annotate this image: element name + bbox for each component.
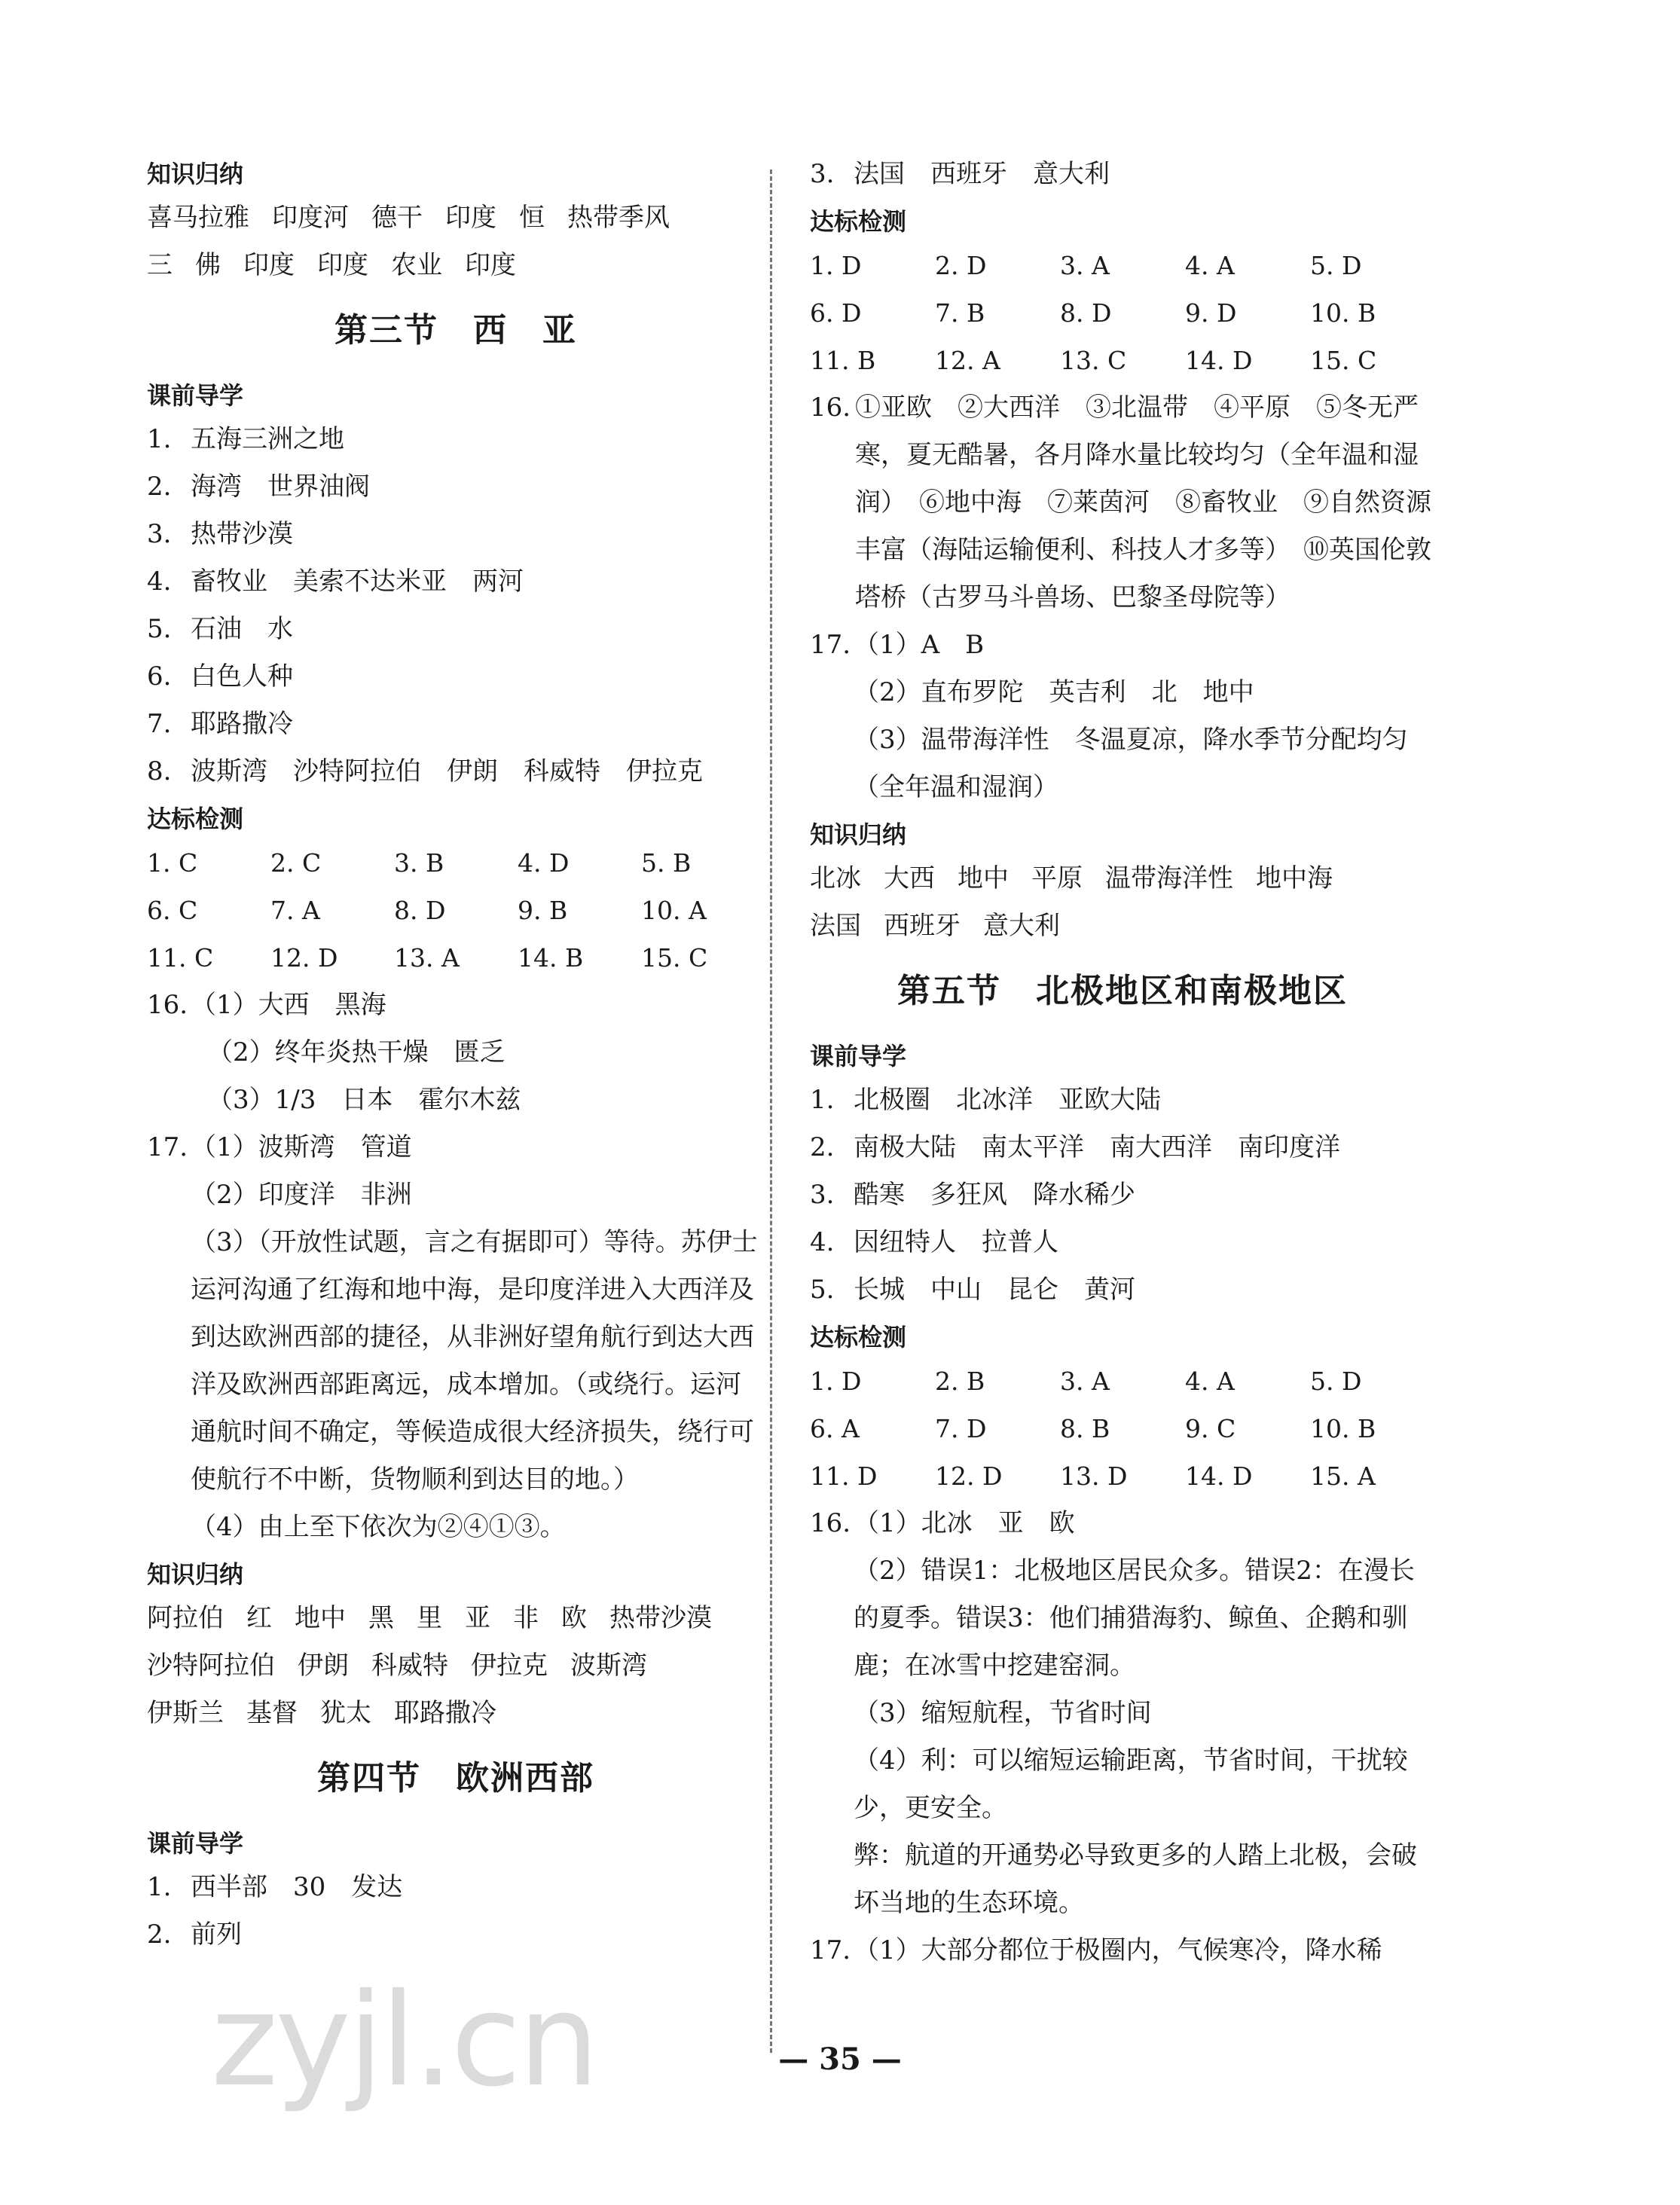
item-text: （2）直布罗陀 英吉利 北 地中 <box>854 677 1254 707</box>
question-17 <box>810 1927 1435 1974</box>
item-text: 白色人种 <box>191 661 293 692</box>
knowledge-term: 印度 <box>445 203 496 233</box>
answer-item: 11. D <box>810 1461 878 1491</box>
section-title: 第五节 北极地区和南极地区 <box>897 972 1348 1010</box>
item-text: 波斯湾 沙特阿拉伯 伊朗 科威特 伊拉克 <box>191 756 703 786</box>
question-16 <box>810 1500 1435 1927</box>
item-text: （2）错误1：北极地区居民众多。错误2：在漫长的夏季。错误3：他们捕猎海豹、鲸鱼、企鹅和驯鹿；在冰雪中挖建窑洞。 <box>854 1556 1415 1681</box>
list-item <box>147 1077 765 1124</box>
list-item <box>147 982 765 1029</box>
knowledge-term: 伊朗 <box>298 1651 349 1681</box>
knowledge-term: 基督 <box>246 1698 298 1728</box>
item-text: 畜牧业 美索不达米亚 两河 <box>191 567 524 597</box>
list-item <box>810 1124 1435 1171</box>
item-number: 17. <box>810 1935 851 1965</box>
knowledge-term: 温带海洋性 <box>1105 863 1233 893</box>
answer-item: 3. A <box>1060 251 1110 280</box>
answer-item: 14. D <box>1185 346 1253 375</box>
list-item <box>147 1124 765 1171</box>
list-item <box>147 416 765 463</box>
answer-item: 13. C <box>1060 346 1127 375</box>
item-text: （4）利：可以缩短运输距离，节省时间，干扰较少，更安全。 <box>854 1745 1408 1823</box>
knowledge-line <box>147 1690 765 1737</box>
item-text: （2）印度洋 非洲 <box>191 1180 412 1210</box>
list-item <box>147 1504 765 1551</box>
item-number: 17. <box>810 630 851 660</box>
list-item <box>810 1690 1435 1737</box>
list-item <box>147 558 765 606</box>
answer-item: 4. A <box>1185 251 1235 280</box>
knowledge-term: 印度 <box>465 250 516 280</box>
knowledge-term: 地中 <box>295 1603 346 1633</box>
knowledge-term: 意大利 <box>983 911 1060 941</box>
answer-item: 15. C <box>1310 346 1377 375</box>
answer-item: 11. B <box>810 346 876 375</box>
watermark-logo: zyjl.cn <box>211 1966 597 2115</box>
knowledge-term: 犹太 <box>320 1698 371 1728</box>
answer-item: 13. A <box>394 943 460 973</box>
right-column <box>810 151 1435 1974</box>
list-item <box>810 1500 1435 1547</box>
item-text: （1）波斯湾 管道 <box>191 1132 412 1162</box>
section-title: 第四节 欧洲西部 <box>317 1759 594 1797</box>
item-text: （2）终年炎热干燥 匮乏 <box>207 1037 506 1067</box>
list-item <box>810 1547 1435 1690</box>
item-number: 5. <box>147 614 172 644</box>
section-title: 第三节 西 亚 <box>334 311 577 350</box>
question-17 <box>810 621 1435 811</box>
answer-item: 7. B <box>935 298 985 328</box>
answer-grid <box>147 839 765 982</box>
item-number: 4. <box>810 1227 835 1257</box>
item-number: 1. <box>147 424 172 454</box>
item-text: 因纽特人 拉普人 <box>854 1227 1058 1257</box>
item-number: 16. <box>810 1508 851 1538</box>
answer-item: 3. A <box>1060 1367 1110 1396</box>
list-item <box>810 1266 1435 1314</box>
answer-item: 9. C <box>1185 1414 1236 1443</box>
list-item <box>810 716 1435 811</box>
item-text: 西半部 30 发达 <box>191 1872 403 1902</box>
knowledge-term: 红 <box>246 1603 272 1633</box>
answer-item: 5. D <box>1310 1367 1362 1396</box>
item-number: 2. <box>147 472 172 502</box>
list-item <box>810 1219 1435 1266</box>
knowledge-term: 沙特阿拉伯 <box>147 1651 275 1681</box>
answer-item: 2. B <box>935 1367 985 1396</box>
item-text: 法国 西班牙 意大利 <box>854 159 1110 189</box>
item-text: 石油 水 <box>191 614 293 644</box>
answer-item: 14. B <box>518 943 584 973</box>
list-item <box>810 1832 1435 1927</box>
item-text: ①亚欧 ②大西洋 ③北温带 ④平原 ⑤冬无严寒，夏无酷暑，各月降水量比较均匀（全年温和湿润） ⑥地中海 ⑦莱茵河 ⑧畜牧业 ⑨自然资源丰富（海陆运输便利、科技人才多等） ⑩英国伦敦塔桥（古罗马斗兽场、巴黎圣母院等） <box>855 392 1431 612</box>
item-number: 2. <box>147 1919 172 1950</box>
answer-item: 6. A <box>810 1414 860 1443</box>
list-item <box>147 1864 765 1911</box>
test-heading: 达标检测 <box>810 1323 907 1351</box>
knowledge-term: 里 <box>417 1603 442 1633</box>
item-text: （4）由上至下依次为②④①③。 <box>191 1512 566 1542</box>
knowledge-term: 黑 <box>368 1603 394 1633</box>
answer-item: 15. A <box>1310 1461 1376 1491</box>
knowledge-term: 欧 <box>561 1603 587 1633</box>
knowledge-term: 亚 <box>465 1603 490 1633</box>
knowledge-term: 伊斯兰 <box>147 1698 224 1728</box>
item-text: 海湾 世界油阀 <box>191 472 370 502</box>
knowledge-line <box>810 902 1435 950</box>
list-item <box>810 151 1435 198</box>
knowledge-heading: 知识归纳 <box>810 820 907 849</box>
question-17 <box>147 1124 765 1551</box>
item-number: 3. <box>810 159 835 189</box>
knowledge-term: 波斯湾 <box>570 1651 647 1681</box>
item-number: 16. <box>810 392 851 423</box>
knowledge-line <box>147 194 765 242</box>
knowledge-term: 热带沙漠 <box>609 1603 712 1633</box>
knowledge-term: 平原 <box>1031 863 1083 893</box>
answer-item: 12. D <box>270 943 338 973</box>
item-number: 7. <box>147 709 172 739</box>
question-16 <box>810 384 1435 621</box>
answer-item: 10. B <box>1310 1414 1376 1443</box>
knowledge-term: 农业 <box>391 250 442 280</box>
answer-item: 5. B <box>641 848 692 878</box>
knowledge-line <box>810 855 1435 902</box>
prelearn-heading: 课前导学 <box>810 1042 907 1070</box>
question-16 <box>147 982 765 1124</box>
item-text: （1）大部分都位于极圈内，气候寒冷，降水稀 <box>854 1935 1382 1965</box>
item-number: 5. <box>810 1275 835 1305</box>
list-item <box>147 653 765 701</box>
item-text: 耶路撒冷 <box>191 709 293 739</box>
answer-item: 8. D <box>394 896 446 925</box>
knowledge-term: 非 <box>513 1603 539 1633</box>
list-item <box>147 463 765 511</box>
item-text: 长城 中山 昆仑 黄河 <box>854 1275 1135 1305</box>
item-text: 弊：航道的开通势必导致更多的人踏上北极，会破坏当地的生态环境。 <box>854 1840 1417 1918</box>
answer-grid <box>810 242 1435 384</box>
item-number: 1. <box>810 1085 835 1115</box>
item-number: 6. <box>147 661 172 692</box>
answer-item: 9. D <box>1185 298 1237 328</box>
knowledge-term: 地中海 <box>1256 863 1333 893</box>
item-number: 2. <box>810 1132 835 1162</box>
item-text: 五海三洲之地 <box>191 424 344 454</box>
list-item <box>147 701 765 748</box>
knowledge-heading: 知识归纳 <box>147 1560 244 1589</box>
answer-item: 4. A <box>1185 1367 1235 1396</box>
knowledge-term: 印度 <box>317 250 368 280</box>
knowledge-term: 热带季风 <box>567 203 670 233</box>
knowledge-term: 伊拉克 <box>471 1651 548 1681</box>
knowledge-term: 大西 <box>884 863 935 893</box>
list-item <box>147 748 765 796</box>
answer-item: 8. B <box>1060 1414 1110 1443</box>
knowledge-lines <box>810 855 1435 950</box>
item-number: 17. <box>147 1132 188 1162</box>
item-text: （3）1/3 日本 霍尔木兹 <box>207 1085 521 1115</box>
answer-item: 14. D <box>1185 1461 1253 1491</box>
item-number: 16. <box>147 990 188 1020</box>
item-text: 热带沙漠 <box>191 519 293 549</box>
knowledge-term: 科威特 <box>371 1651 448 1681</box>
item-number: 1. <box>147 1872 172 1902</box>
knowledge-term: 地中 <box>958 863 1009 893</box>
prelearn-heading: 课前导学 <box>147 1829 244 1858</box>
item-text: （3）（开放性试题，言之有据即可）等待。苏伊士运河沟通了红海和地中海，是印度洋进入大西洋及到达欧洲西部的捷径，从非洲好望角航行到达大西洋及欧洲西部距离远，成本增加。（或绕行。运河通航时间不确定，等候造成很大经济损失，绕行可使航行不中断，货物顺利到达目的地。） <box>191 1227 758 1495</box>
answer-item: 11. C <box>147 943 214 973</box>
list-item <box>147 1911 765 1959</box>
item-text: （3）缩短航程，节省时间 <box>854 1698 1152 1728</box>
answer-item: 2. C <box>270 848 322 878</box>
item-text: （3）温带海洋性 冬温夏凉，降水季节分配均匀（全年温和湿润） <box>854 725 1408 802</box>
answer-item: 15. C <box>641 943 708 973</box>
knowledge-line <box>147 242 765 289</box>
item-text: 酷寒 多狂风 降水稀少 <box>854 1180 1135 1210</box>
answer-grid <box>810 1358 1435 1500</box>
knowledge-term: 佛 <box>195 250 221 280</box>
answer-item: 8. D <box>1060 298 1112 328</box>
item-number: 3. <box>147 519 172 549</box>
answer-item: 6. D <box>810 298 862 328</box>
list-item <box>810 1737 1435 1832</box>
answer-item: 5. D <box>1310 251 1362 280</box>
knowledge-term: 恒 <box>519 203 545 233</box>
item-text: 前列 <box>191 1919 242 1950</box>
knowledge-term: 北冰 <box>810 863 861 893</box>
knowledge-heading: 知识归纳 <box>147 160 244 188</box>
list-item <box>810 669 1435 716</box>
list-item <box>147 1029 765 1077</box>
answer-item: 1. C <box>147 848 198 878</box>
answer-item: 2. D <box>935 251 987 280</box>
test-heading: 达标检测 <box>147 805 244 833</box>
knowledge-line <box>147 1595 765 1642</box>
list-item <box>147 1171 765 1219</box>
answer-item: 10. B <box>1310 298 1376 328</box>
knowledge-term: 耶路撒冷 <box>394 1698 496 1728</box>
list-item <box>147 511 765 558</box>
answer-item: 7. D <box>935 1414 987 1443</box>
answer-item: 7. A <box>270 896 320 925</box>
item-number: 3. <box>810 1180 835 1210</box>
answer-item: 10. A <box>641 896 707 925</box>
knowledge-lines <box>147 194 765 289</box>
answer-item: 4. D <box>518 848 570 878</box>
answer-item: 9. B <box>518 896 568 925</box>
knowledge-term: 法国 <box>810 911 861 941</box>
item-text: 南极大陆 南太平洋 南大西洋 南印度洋 <box>854 1132 1340 1162</box>
knowledge-lines <box>147 1595 765 1737</box>
knowledge-term: 阿拉伯 <box>147 1603 224 1633</box>
column-divider <box>770 169 772 2053</box>
list-item <box>810 1077 1435 1124</box>
knowledge-term: 印度 <box>243 250 295 280</box>
item-text: （1）北冰 亚 欧 <box>854 1508 1075 1538</box>
knowledge-term: 西班牙 <box>884 911 961 941</box>
prelearn-list <box>147 416 765 796</box>
answer-item: 1. D <box>810 1367 862 1396</box>
item-text: （1）A B <box>854 630 985 660</box>
list-item <box>810 1171 1435 1219</box>
prelearn-list <box>810 1077 1435 1314</box>
knowledge-term: 德干 <box>371 203 423 233</box>
prelearn-list <box>147 1864 765 1959</box>
knowledge-term: 印度河 <box>272 203 349 233</box>
prelearn-heading: 课前导学 <box>147 381 244 410</box>
item-text: （1）大西 黑海 <box>191 990 386 1020</box>
answer-item: 12. A <box>935 346 1000 375</box>
list-item <box>147 1219 765 1504</box>
test-heading: 达标检测 <box>810 207 907 236</box>
item-number: 4. <box>147 567 172 597</box>
answer-item: 12. D <box>935 1461 1003 1491</box>
item-text: 北极圈 北冰洋 亚欧大陆 <box>854 1085 1161 1115</box>
answer-item: 6. C <box>147 896 198 925</box>
list-item <box>810 621 1435 669</box>
knowledge-term: 喜马拉雅 <box>147 203 249 233</box>
left-column <box>147 151 765 1959</box>
item-number: 8. <box>147 756 172 786</box>
answer-item: 3. B <box>394 848 444 878</box>
answer-item: 13. D <box>1060 1461 1128 1491</box>
list-item <box>147 606 765 653</box>
page-number: — 35 — <box>778 2042 902 2077</box>
knowledge-line <box>147 1642 765 1690</box>
answer-item: 1. D <box>810 251 862 280</box>
knowledge-term: 三 <box>147 250 173 280</box>
